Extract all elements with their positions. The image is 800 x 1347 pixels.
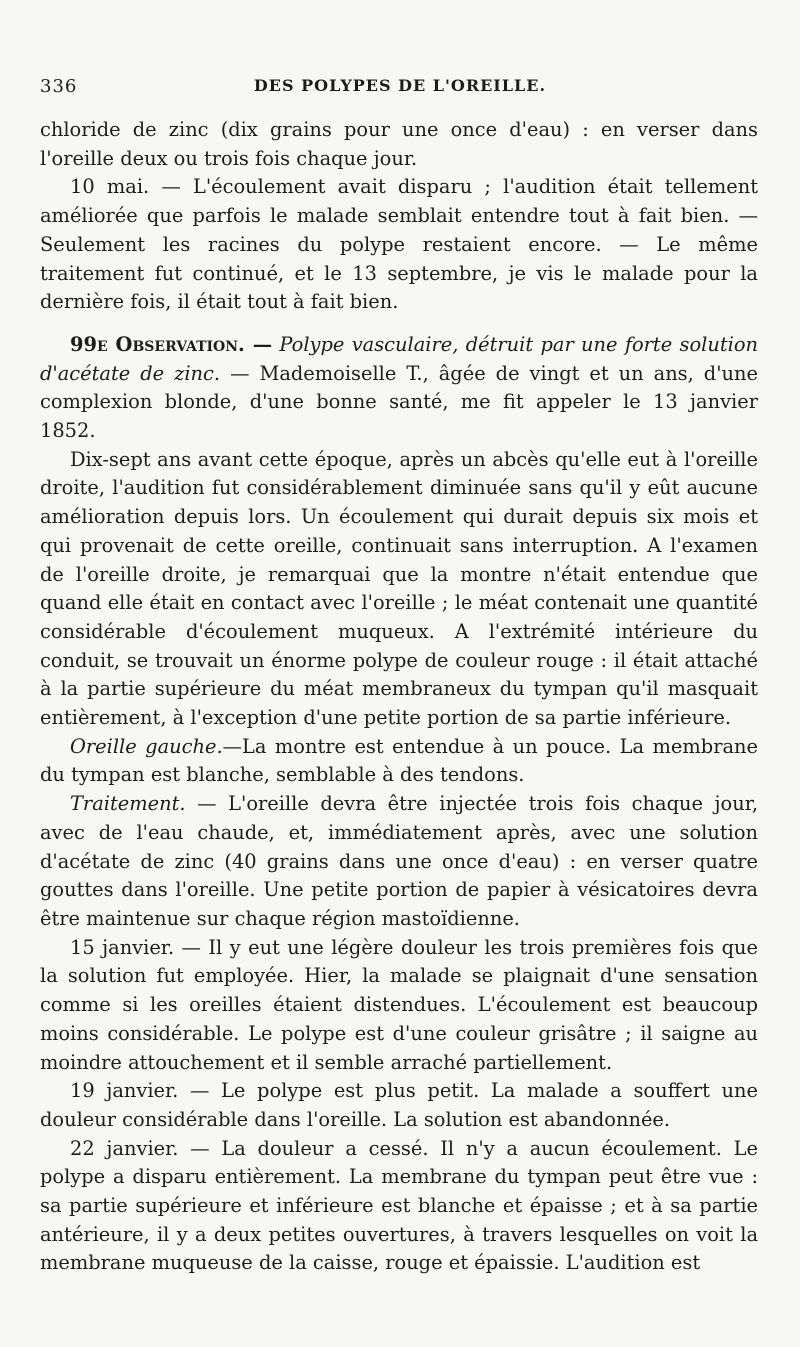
paragraph-continuation: chloride de zinc (dix grains pour une once d'eau) : en verser dans l'oreille deux ou trois fois chaque jour. <box>40 118 758 170</box>
paragraph-left-ear <box>40 733 758 790</box>
paragraph-january-19: 19 janvier. — Le polype est plus petit. La malade a souffert une douleur considérable dans l'oreille. La solution est abandonnée. <box>40 1079 758 1131</box>
observation-text: — Mademoiselle T., âgée de vingt et un ans, d'une complexion blonde, d'une bonne santé, me fit appeler le 13 janvier 1852. <box>40 361 758 443</box>
paragraph-january-22: 22 janvier. — La douleur a cessé. Il n'y a aucun écoulement. Le polype a disparu entièrement. La membrane du tympan peut être vue : sa partie supérieure et inférieure est blanche et épaisse ; et à sa partie antérieure, il y a deux petites ouvertures, à travers lesquelles on voit la membrane muqueuse de la caisse, rouge et épaissie. L'audition est <box>40 1136 758 1275</box>
page-header <box>40 76 760 104</box>
paragraph-treatment <box>40 790 758 934</box>
observation-title: Polype vasculaire, détruit par une forte solution d'acétate de zinc. <box>40 332 758 385</box>
paragraph-observation-99 <box>40 331 758 446</box>
left-ear-label: Oreille gauche. <box>70 734 223 758</box>
paragraph-january-15: 15 janvier. — Il y eut une légère douleur les trois premières fois que la solution fut employée. Hier, la malade se plaignait d'une sensation comme si les oreilles étaient distendues. L'écoulement est beaucoup moins considérable. Le polype est d'une couleur grisâtre ; il saigne au moindre attouchement et il semble arraché partiellement. <box>40 935 758 1074</box>
treatment-label: Traitement. <box>70 792 186 816</box>
running-title: DES POLYPES DE L'OREILLE. <box>253 76 547 95</box>
observation-label: 99e Observation. — <box>70 332 273 356</box>
paragraph-may-10: 10 mai. — L'écoulement avait disparu ; l'audition était tellement améliorée que parfois le malade semblait entendre tout à fait bien. — Seulement les racines du polype restaient encore. — Le même traitement fut continué, et le 13 septembre, je vis le malade pour la dernière fois, il était tout à fait bien. <box>40 175 758 314</box>
page-body <box>40 116 758 1278</box>
left-ear-text: —La montre est entendue à un pouce. La membrane du tympan est blanche, semblable à des tendons. <box>40 734 758 787</box>
treatment-text: — L'oreille devra être injectée trois fois chaque jour, avec de l'eau chaude, et, immédiatement après, avec une solution d'acétate de zinc (40 grains dans une once d'eau) : en verser quatre gouttes dans l'oreille. Une petite portion de papier à vésicatoires devra être maintenue sur chaque région mastoïdienne. <box>40 792 758 930</box>
paragraph-history: Dix-sept ans avant cette époque, après un abcès qu'elle eut à l'oreille droite, l'audition fut considérablement diminuée sans qu'il y eût aucune amélioration depuis lors. Un écoulement qui durait depuis six mois et qui provenait de cette oreille, continuait sans interruption. A l'examen de l'oreille droite, je remarquai que la montre n'était entendue que quand elle était en contact avec l'oreille ; le méat contenait une quantité considérable d'écoulement muqueux. A l'extrémité intérieure du conduit, se trouvait un énorme polype de couleur rouge : il était attaché à la partie supérieure du méat membraneux du tympan qu'il masquait entièrement, à l'exception d'une petite portion de sa partie inférieure. <box>40 447 758 730</box>
page-number: 336 <box>40 76 78 97</box>
